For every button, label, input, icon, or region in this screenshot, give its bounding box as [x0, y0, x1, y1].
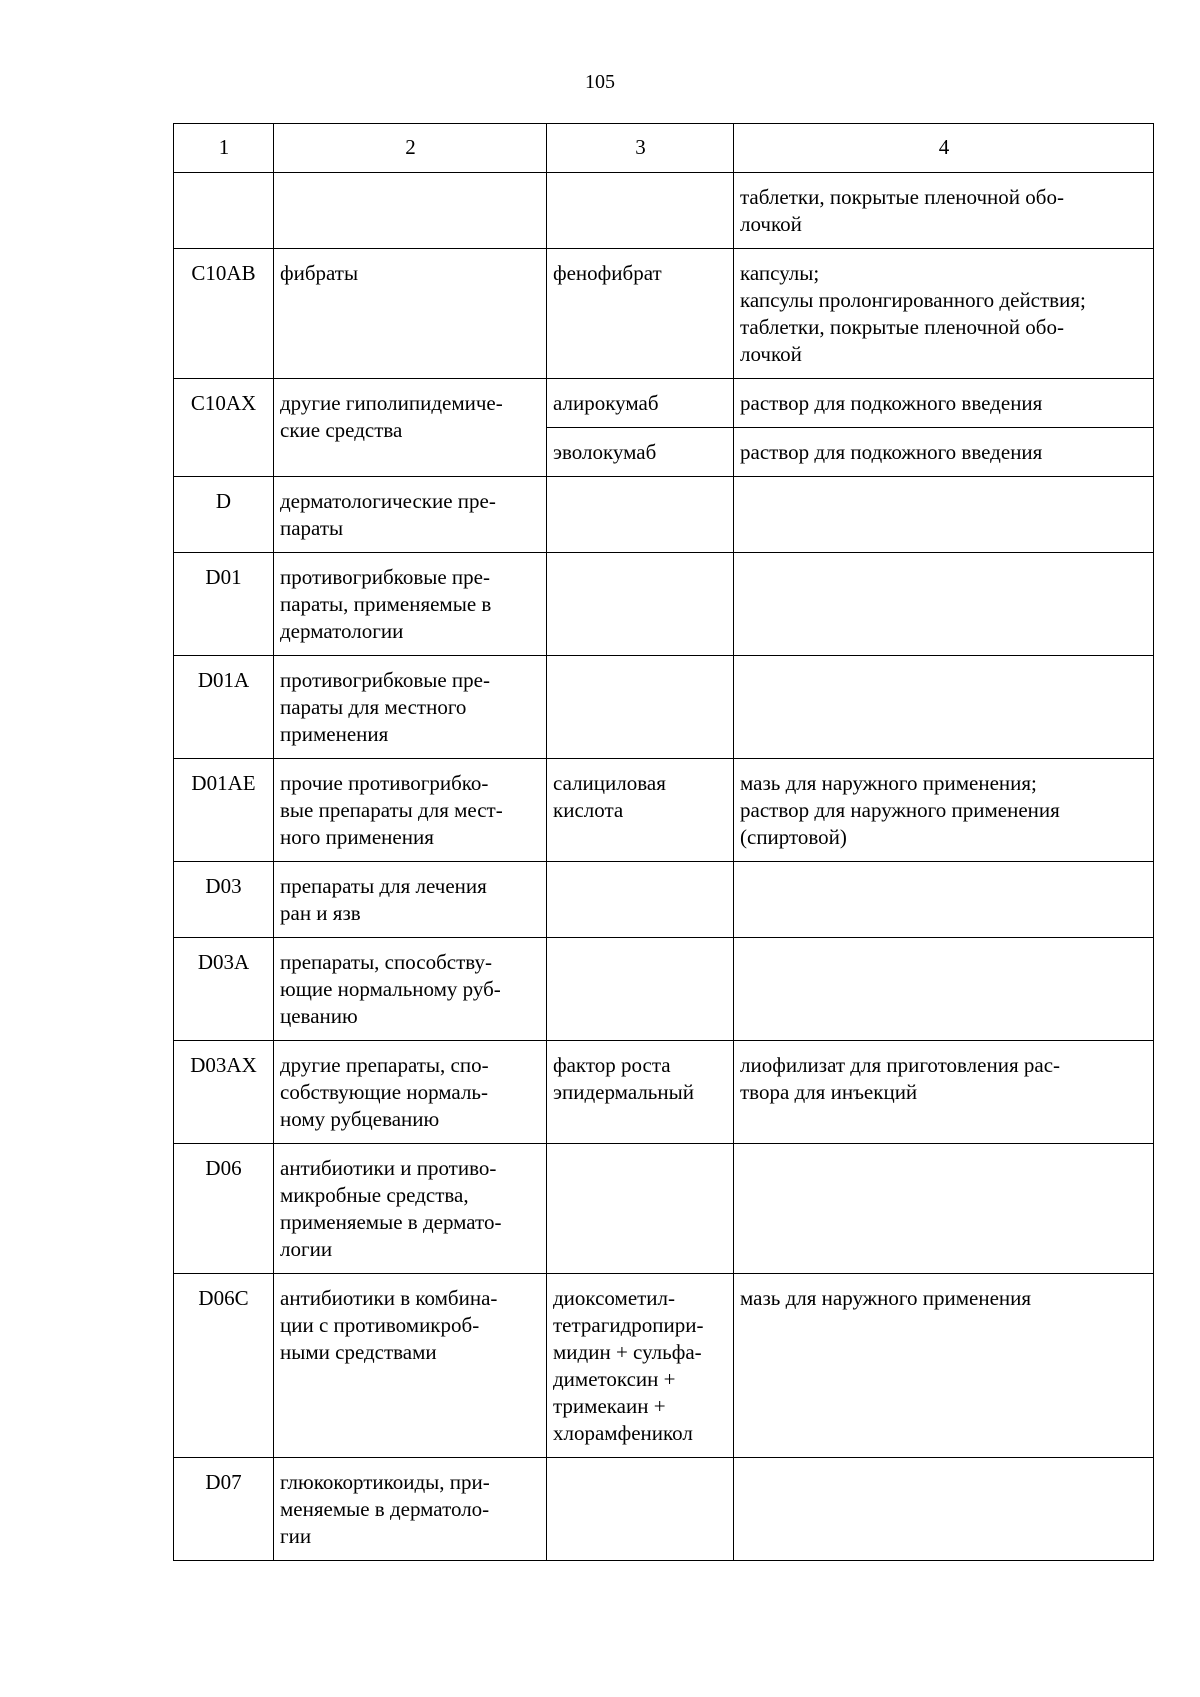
- text-line: твора для инъекций: [740, 1080, 918, 1104]
- table-row: [174, 938, 1154, 1041]
- text-line: раствор для подкожного введения: [740, 440, 1043, 464]
- text-line: другие препараты, спо-: [280, 1053, 489, 1077]
- dosage-forms-cell: [734, 173, 1154, 249]
- dosage-forms-cell: [734, 938, 1154, 1041]
- atc-code-cell: D03A: [174, 938, 274, 1041]
- dosage-forms-cell: [734, 1274, 1154, 1458]
- text-line: раствор для наружного применения: [740, 798, 1060, 822]
- group-name-cell: [274, 862, 547, 938]
- text-line: ции с противомикроб-: [280, 1313, 480, 1337]
- atc-code-cell: D07: [174, 1458, 274, 1561]
- page-number: 105: [585, 71, 615, 93]
- text-line: лочкой: [740, 342, 802, 366]
- table-row: [174, 1274, 1154, 1458]
- substance-name-cell: [547, 1274, 734, 1458]
- text-line: (спиртовой): [740, 825, 847, 849]
- substance-name-cell: [547, 428, 734, 477]
- text-line: параты: [280, 516, 344, 540]
- group-name-cell: [274, 656, 547, 759]
- dosage-forms-cell: [734, 759, 1154, 862]
- text-line: противогрибковые пре-: [280, 565, 490, 589]
- substance-name-cell: [547, 1041, 734, 1144]
- substance-name-cell: [547, 1458, 734, 1561]
- text-line: раствор для подкожного введения: [740, 391, 1043, 415]
- table-row: [174, 1458, 1154, 1561]
- group-name-cell: [274, 1274, 547, 1458]
- text-line: хлорамфеникол: [553, 1421, 693, 1445]
- text-line: эволокумаб: [553, 440, 657, 464]
- text-line: параты для местного: [280, 695, 467, 719]
- text-line: лиофилизат для приготовления рас-: [740, 1053, 1061, 1077]
- table-row: [174, 1144, 1154, 1274]
- text-line: мазь для наружного применения;: [740, 771, 1037, 795]
- dosage-forms-cell: [734, 553, 1154, 656]
- text-line: салициловая: [553, 771, 666, 795]
- text-line: применения: [280, 722, 389, 746]
- text-line: ному рубцеванию: [280, 1107, 440, 1131]
- dosage-forms-cell: [734, 656, 1154, 759]
- text-line: антибиотики и противо-: [280, 1156, 497, 1180]
- group-name-cell: [274, 938, 547, 1041]
- column-header-4: 4: [734, 124, 1154, 173]
- text-line: глюкокортикоиды, при-: [280, 1470, 490, 1494]
- text-line: ющие нормальному руб-: [280, 977, 501, 1001]
- text-line: таблетки, покрытые пленочной обо-: [740, 315, 1064, 339]
- text-line: антибиотики в комбина-: [280, 1286, 498, 1310]
- text-line: фибраты: [280, 261, 359, 285]
- atc-code-cell: D06: [174, 1144, 274, 1274]
- text-line: тримекаин +: [553, 1394, 666, 1418]
- dosage-forms-cell: [734, 1041, 1154, 1144]
- text-line: алирокумаб: [553, 391, 659, 415]
- table-row: [174, 759, 1154, 862]
- substance-name-cell: [547, 379, 734, 428]
- dosage-forms-cell: [734, 379, 1154, 428]
- text-line: таблетки, покрытые пленочной обо-: [740, 185, 1064, 209]
- column-header-2: 2: [274, 124, 547, 173]
- text-line: кислота: [553, 798, 624, 822]
- substance-name-cell: [547, 938, 734, 1041]
- table-row: [174, 862, 1154, 938]
- text-line: вые препараты для мест-: [280, 798, 503, 822]
- group-name-cell: [274, 1144, 547, 1274]
- text-line: другие гиполипидемиче-: [280, 391, 503, 415]
- text-line: тетрагидропири-: [553, 1313, 704, 1337]
- text-line: микробные средства,: [280, 1183, 469, 1207]
- atc-code-cell: C10AX: [174, 379, 274, 477]
- text-line: дерматологии: [280, 619, 404, 643]
- group-name-cell: [274, 477, 547, 553]
- dosage-forms-cell: [734, 477, 1154, 553]
- text-line: капсулы пролонгированного действия;: [740, 288, 1086, 312]
- table-row: [174, 1041, 1154, 1144]
- text-line: собствующие нормаль-: [280, 1080, 488, 1104]
- group-name-cell: [274, 1041, 547, 1144]
- substance-name-cell: [547, 553, 734, 656]
- substance-name-cell: [547, 173, 734, 249]
- group-name-cell: [274, 553, 547, 656]
- table-row: [174, 477, 1154, 553]
- text-line: дерматологические пре-: [280, 489, 496, 513]
- table-row: [174, 553, 1154, 656]
- text-line: фактор роста: [553, 1053, 671, 1077]
- table-row: [174, 379, 1154, 428]
- text-line: фенофибрат: [553, 261, 662, 285]
- substance-name-cell: [547, 249, 734, 379]
- text-line: логии: [280, 1237, 333, 1261]
- table-row: [174, 249, 1154, 379]
- atc-code-cell: D06C: [174, 1274, 274, 1458]
- substance-name-cell: [547, 656, 734, 759]
- atc-code-cell: D03AX: [174, 1041, 274, 1144]
- dosage-forms-cell: [734, 428, 1154, 477]
- text-line: ран и язв: [280, 901, 361, 925]
- text-line: диметоксин +: [553, 1367, 676, 1391]
- text-line: капсулы;: [740, 261, 820, 285]
- column-header-3: 3: [547, 124, 734, 173]
- substance-name-cell: [547, 759, 734, 862]
- atc-code-cell: D: [174, 477, 274, 553]
- text-line: лочкой: [740, 212, 802, 236]
- group-name-cell: [274, 173, 547, 249]
- group-name-cell: [274, 379, 547, 477]
- text-line: ного применения: [280, 825, 434, 849]
- atc-code-cell: D03: [174, 862, 274, 938]
- substance-name-cell: [547, 477, 734, 553]
- substance-name-cell: [547, 862, 734, 938]
- text-line: ными средствами: [280, 1340, 437, 1364]
- drug-classification-table: [173, 123, 1154, 1561]
- text-line: диоксометил-: [553, 1286, 676, 1310]
- dosage-forms-cell: [734, 862, 1154, 938]
- text-line: цеванию: [280, 1004, 358, 1028]
- text-line: противогрибковые пре-: [280, 668, 490, 692]
- table-body: [174, 124, 1154, 1561]
- text-line: препараты, способству-: [280, 950, 492, 974]
- text-line: эпидермальный: [553, 1080, 694, 1104]
- text-line: прочие противогрибко-: [280, 771, 489, 795]
- group-name-cell: [274, 1458, 547, 1561]
- text-line: параты, применяемые в: [280, 592, 492, 616]
- atc-code-cell: D01: [174, 553, 274, 656]
- text-line: препараты для лечения: [280, 874, 487, 898]
- atc-code-cell: D01A: [174, 656, 274, 759]
- substance-name-cell: [547, 1144, 734, 1274]
- text-line: гии: [280, 1524, 312, 1548]
- dosage-forms-cell: [734, 1458, 1154, 1561]
- text-line: мазь для наружного применения: [740, 1286, 1032, 1310]
- dosage-forms-cell: [734, 1144, 1154, 1274]
- atc-code-cell: D01AE: [174, 759, 274, 862]
- group-name-cell: [274, 759, 547, 862]
- dosage-forms-cell: [734, 249, 1154, 379]
- atc-code-cell: C10AB: [174, 249, 274, 379]
- group-name-cell: [274, 249, 547, 379]
- column-header-1: 1: [174, 124, 274, 173]
- text-line: применяемые в дермато-: [280, 1210, 502, 1234]
- text-line: ские средства: [280, 418, 403, 442]
- text-line: меняемые в дерматоло-: [280, 1497, 490, 1521]
- table-header-row: [174, 124, 1154, 173]
- text-line: мидин + сульфа-: [553, 1340, 702, 1364]
- atc-code-cell: [174, 173, 274, 249]
- table-row: [174, 656, 1154, 759]
- table-row: [174, 173, 1154, 249]
